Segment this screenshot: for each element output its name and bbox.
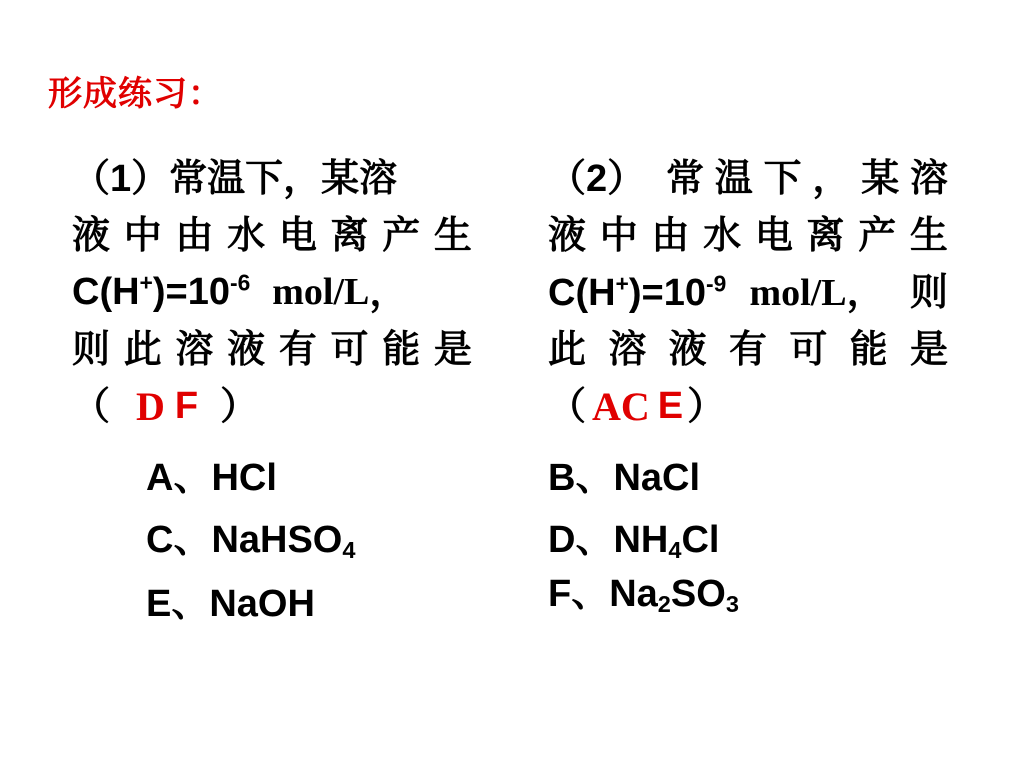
- stem-char: 离: [330, 213, 369, 257]
- question-number: 2: [586, 157, 608, 200]
- concentration-formula: [548, 269, 727, 314]
- q2-line-4: [548, 321, 948, 378]
- formula-part: C、NaHSO: [146, 519, 343, 561]
- stem-char: 能: [849, 327, 888, 371]
- stem-char: 中: [599, 213, 638, 257]
- stem-char: 下: [763, 156, 802, 200]
- formula-part: )=10: [152, 271, 230, 313]
- comma: ，: [369, 270, 408, 314]
- open-paren: （: [72, 155, 111, 200]
- q1-line-4: [72, 321, 472, 378]
- q1-line-1: [72, 150, 472, 207]
- stem-char: 生: [433, 213, 472, 257]
- stem-char: 产: [858, 213, 897, 257]
- stem-char: 有: [278, 327, 317, 371]
- close-paren: ）: [131, 155, 170, 200]
- q1-stem-start: [72, 150, 397, 208]
- choice-e: E、NaOH: [146, 583, 315, 625]
- stem-char: 有: [728, 327, 767, 371]
- formula-part: D、NH: [548, 519, 669, 561]
- formula-part: C(H: [548, 271, 616, 314]
- stem-char: 是: [909, 327, 948, 371]
- stem-char: 液: [548, 213, 587, 257]
- stem-char: 则: [72, 327, 111, 371]
- stem-char: 液: [72, 213, 111, 257]
- formula-part: F、Na: [548, 573, 658, 615]
- stem-char: 由: [175, 213, 214, 257]
- subscript: 2: [657, 590, 671, 617]
- stem-char: 产: [382, 213, 421, 257]
- unit-text: mol/L: [272, 271, 370, 313]
- q2-formula-group: [548, 264, 885, 322]
- choice-b: B、NaCl: [548, 457, 701, 499]
- close-paren: ）: [687, 384, 726, 428]
- stem-char: 电: [278, 213, 317, 257]
- formula-part: SO: [670, 573, 726, 615]
- choice-c: [146, 508, 355, 563]
- stem-char: 溶: [175, 327, 214, 371]
- stem-char: 电: [754, 213, 793, 257]
- charge-superscript: +: [615, 269, 629, 296]
- q2-line-1: [548, 150, 948, 207]
- stem-char: 由: [651, 213, 690, 257]
- stem-char: 可: [330, 327, 369, 371]
- stem-char: 液: [668, 327, 707, 371]
- q2-answer-line: [548, 378, 948, 435]
- exponent-superscript: -9: [706, 269, 727, 296]
- formula-part: Cl: [681, 519, 720, 561]
- q1-answer-line: [72, 378, 472, 435]
- stem-char: 水: [227, 213, 266, 257]
- stem-char: 温: [714, 156, 753, 200]
- q2-stem-start: [548, 150, 645, 208]
- open-paren: （: [548, 155, 587, 200]
- subscript: 4: [668, 536, 682, 563]
- stem-char: 中: [123, 213, 162, 257]
- stem-char: 则: [909, 270, 948, 314]
- stem-char: 是: [433, 327, 472, 371]
- subscript: 3: [725, 590, 739, 617]
- stem-char: 常: [666, 156, 705, 200]
- stem-char: ，: [812, 156, 851, 200]
- open-paren: （: [72, 384, 111, 428]
- q2-line-2: [548, 207, 948, 264]
- charge-superscript: +: [139, 269, 153, 296]
- question-1: [72, 150, 472, 435]
- stem-char: 水: [703, 213, 742, 257]
- choice-d: [548, 508, 719, 563]
- choice-a: A、HCl: [146, 457, 277, 499]
- stem-char: 液: [227, 327, 266, 371]
- subscript: 4: [342, 536, 356, 563]
- formula-part: C(H: [72, 271, 140, 313]
- stem-char: 可: [789, 327, 828, 371]
- unit-text: mol/L: [749, 271, 847, 314]
- q2-stem-chars: [666, 150, 948, 207]
- concentration-formula: [72, 264, 250, 321]
- close-paren: ）: [220, 384, 259, 428]
- stem-char: 某: [861, 156, 900, 200]
- choice-f: [548, 562, 739, 617]
- stem-char: 生: [909, 213, 948, 257]
- question-number: 1: [110, 157, 132, 200]
- stem-text: 常温下，某溶: [169, 155, 398, 200]
- stem-char: 此: [548, 327, 587, 371]
- stem-char: 此: [123, 327, 162, 371]
- q1-line-2: [72, 207, 472, 264]
- answer-text: E: [657, 385, 684, 427]
- page-title: 形成练习：: [48, 74, 223, 114]
- comma: ，: [846, 269, 885, 314]
- stem-char: 溶: [909, 156, 948, 200]
- answer-text: D: [136, 384, 165, 429]
- q2-line-3: [548, 264, 948, 321]
- stem-char: 溶: [608, 327, 647, 371]
- q1-line-3: [72, 264, 472, 321]
- answer-text: AC: [592, 384, 650, 429]
- exponent-superscript: -6: [230, 269, 251, 296]
- stem-char: 离: [806, 213, 845, 257]
- close-paren: ）: [607, 155, 646, 200]
- open-paren: （: [548, 384, 587, 428]
- formula-part: )=10: [628, 271, 706, 314]
- stem-char: 能: [382, 327, 421, 371]
- question-2: [548, 150, 948, 435]
- answer-text: F: [174, 385, 199, 427]
